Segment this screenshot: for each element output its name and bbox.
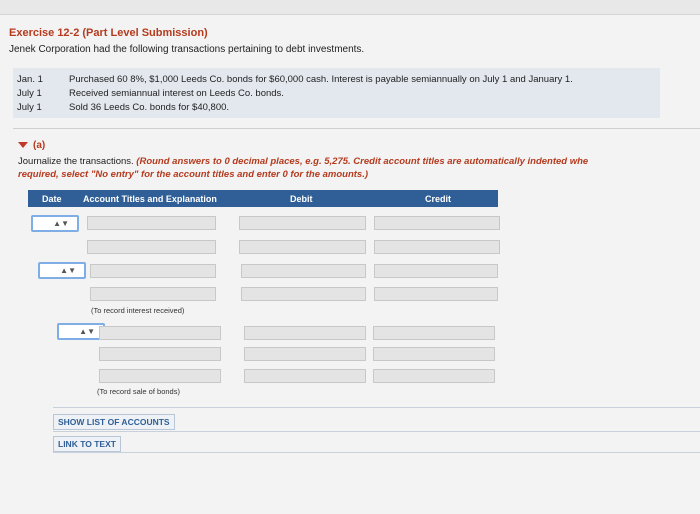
part-a-toggle[interactable] bbox=[18, 140, 45, 151]
show-accounts-button[interactable]: SHOW LIST OF ACCOUNTS bbox=[53, 414, 175, 430]
credit-input[interactable] bbox=[373, 347, 495, 361]
exercise-subtitle: Jenek Corporation had the following transactions pertaining to debt investments. bbox=[9, 44, 365, 55]
instruction-emphasis: (Round answers to 0 decimal places, e.g. 5,275. Credit account titles are automatically indented whe bbox=[136, 156, 589, 167]
credit-input[interactable] bbox=[374, 264, 498, 278]
transaction-date: July 1 bbox=[17, 102, 42, 113]
credit-input[interactable] bbox=[374, 216, 500, 230]
stepper-icon: ▲▼ bbox=[53, 219, 69, 228]
link-to-text-button[interactable]: LINK TO TEXT bbox=[53, 436, 121, 452]
debit-input[interactable] bbox=[241, 264, 366, 278]
account-input[interactable] bbox=[90, 287, 216, 301]
col-credit: Credit bbox=[425, 194, 452, 204]
sale-note: (To record sale of bonds) bbox=[97, 387, 180, 396]
debit-input[interactable] bbox=[239, 240, 366, 254]
transaction-text: Sold 36 Leeds Co. bonds for $40,800. bbox=[69, 102, 230, 113]
instruction-emphasis-cont: required, select "No entry" for the account titles and enter 0 for the amounts.) bbox=[18, 169, 369, 180]
divider bbox=[53, 407, 700, 408]
account-input[interactable] bbox=[99, 326, 221, 340]
debit-input[interactable] bbox=[244, 326, 366, 340]
date-select[interactable] bbox=[38, 262, 86, 279]
account-input[interactable] bbox=[99, 347, 221, 361]
credit-input[interactable] bbox=[374, 287, 498, 301]
credit-input[interactable] bbox=[374, 240, 500, 254]
debit-input[interactable] bbox=[244, 347, 366, 361]
instruction-text: Journalize the transactions. bbox=[18, 156, 137, 167]
account-input[interactable] bbox=[90, 264, 216, 278]
account-input[interactable] bbox=[87, 216, 216, 230]
stepper-icon: ▲▼ bbox=[79, 327, 95, 336]
collapse-triangle-icon[interactable] bbox=[18, 142, 28, 148]
transaction-text: Purchased 60 8%, $1,000 Leeds Co. bonds for $60,000 cash. Interest is payable semiannually on July 1 and January 1. bbox=[69, 74, 573, 85]
transaction-date: July 1 bbox=[17, 88, 42, 99]
debit-input[interactable] bbox=[241, 287, 366, 301]
col-account: Account Titles and Explanation bbox=[83, 194, 217, 204]
debit-input[interactable] bbox=[244, 369, 366, 383]
top-bar bbox=[0, 0, 700, 15]
account-input[interactable] bbox=[99, 369, 221, 383]
credit-input[interactable] bbox=[373, 369, 495, 383]
section-divider bbox=[13, 128, 700, 129]
transaction-date: Jan. 1 bbox=[17, 74, 43, 85]
debit-input[interactable] bbox=[239, 216, 366, 230]
exercise-title: Exercise 12-2 (Part Level Submission) bbox=[9, 27, 208, 39]
credit-input[interactable] bbox=[373, 326, 495, 340]
account-input[interactable] bbox=[87, 240, 216, 254]
transactions-box bbox=[13, 68, 660, 118]
journal-table-header bbox=[28, 190, 498, 207]
col-debit: Debit bbox=[290, 194, 313, 204]
interest-note: (To record interest received) bbox=[91, 306, 185, 315]
transaction-text: Received semiannual interest on Leeds Co. bonds. bbox=[69, 88, 284, 99]
date-select[interactable] bbox=[31, 215, 79, 232]
divider bbox=[53, 431, 700, 432]
stepper-icon: ▲▼ bbox=[60, 266, 76, 275]
divider bbox=[53, 452, 700, 453]
part-instructions bbox=[18, 155, 700, 181]
part-label: (a) bbox=[33, 140, 46, 151]
date-select[interactable] bbox=[57, 323, 105, 340]
col-date: Date bbox=[42, 194, 62, 204]
